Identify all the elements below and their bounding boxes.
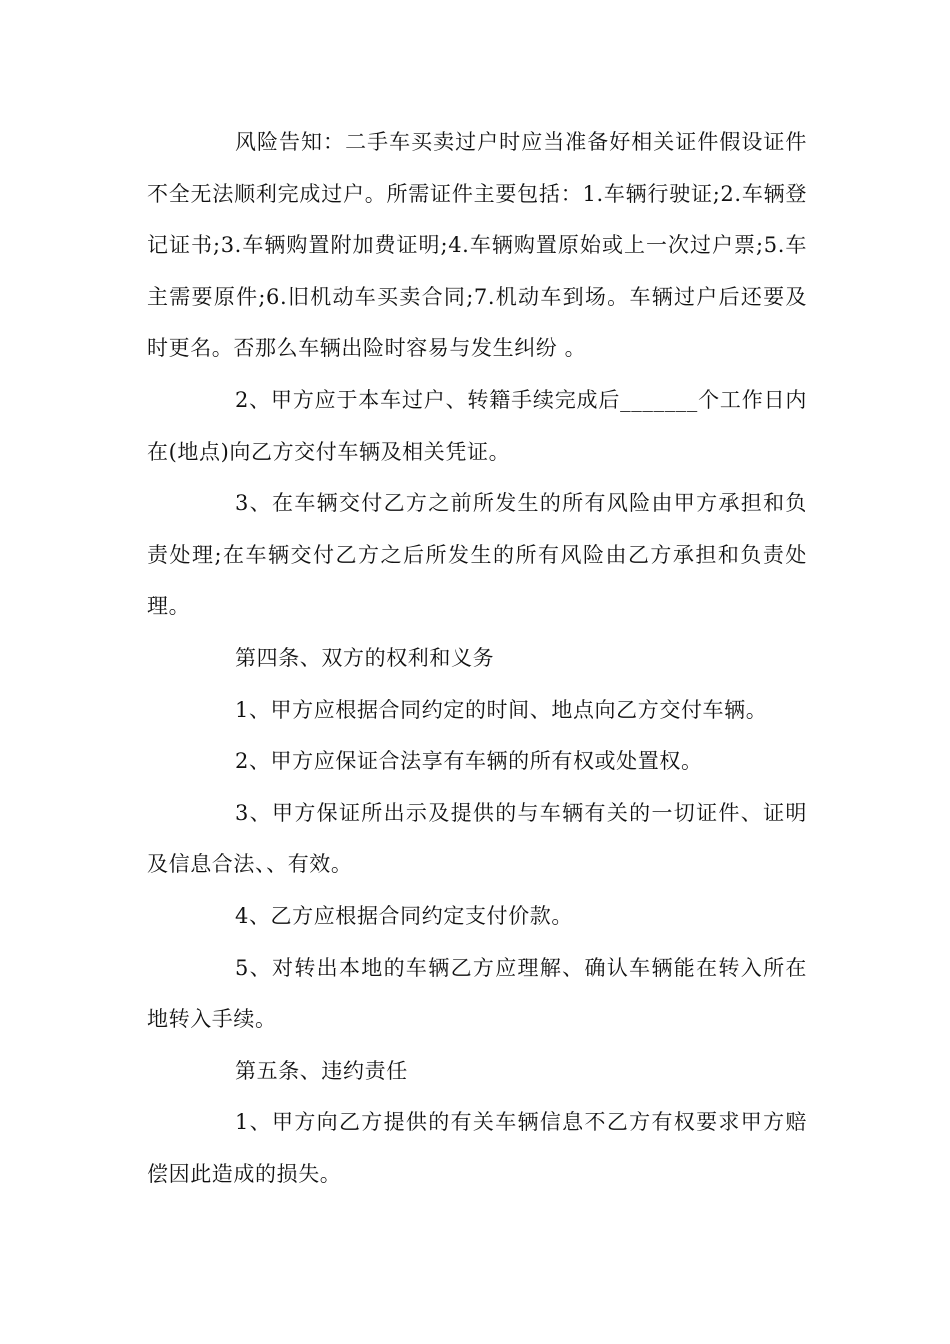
article-4-item-3: 3、甲方保证所出示及提供的与车辆有关的一切证件、证明及信息合法、、有效。 bbox=[147, 800, 807, 877]
article-4-heading: 第四条、双方的权利和义务 bbox=[235, 645, 495, 670]
article-4-item-4: 4、乙方应根据合同约定支付价款。 bbox=[235, 903, 573, 928]
article-5-heading: 第五条、违约责任 bbox=[235, 1058, 408, 1083]
article-5-item-1: 1、甲方向乙方提供的有关车辆信息不乙方有权要求甲方赔偿因此造成的损失。 bbox=[147, 1110, 807, 1186]
article-4-item-2: 2、甲方应保证合法享有车辆的所有权或处置权。 bbox=[235, 749, 703, 774]
article-4-item-5: 5、对转出本地的车辆乙方应理解、确认车辆能在转入所在地转入手续。 bbox=[147, 955, 807, 1032]
risk-notice-paragraph: 风险告知：二手车买卖过户时应当准备好相关证件假设证件不全无法顺利完成过户。所需证件主要包括：1.车辆行驶证;2.车辆登记证书;3.车辆购置附加费证明;4.车辆购置原始或上一次过户票;5.车主需要原件;6.旧机动车买卖合同;7.机动车到场。车辆过户后还要及时更名。否那么车辆出险时容易与发生纠纷 。 bbox=[147, 130, 807, 361]
article-4-item-1: 1、甲方应根据合同约定的时间、地点向乙方交付车辆。 bbox=[235, 697, 768, 722]
clause-2-delivery-paragraph: 2、甲方应于本车过户、转籍手续完成后_______个工作日内在(地点)向乙方交付车辆及相关凭证。 bbox=[147, 387, 807, 464]
clause-3-risk-paragraph: 3、在车辆交付乙方之前所发生的所有风险由甲方承担和负责处理;在车辆交付乙方之后所发生的所有风险由乙方承担和负责处理。 bbox=[147, 491, 807, 619]
document-body bbox=[147, 117, 807, 1200]
